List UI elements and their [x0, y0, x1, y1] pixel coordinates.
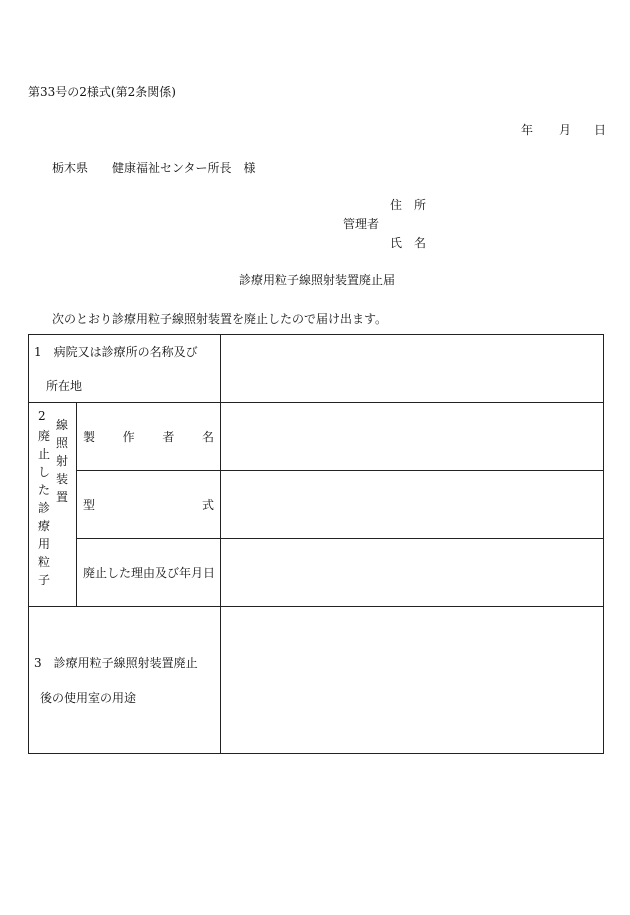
form-table [28, 334, 604, 754]
section-2-title-col1 [36, 427, 52, 589]
section-2-title-char: 置 [55, 490, 68, 504]
section-2-number: 2 [38, 409, 46, 423]
addressee-office: 健康福祉センター所長 様 [112, 161, 256, 175]
hospital-name-location-field[interactable] [224, 338, 600, 398]
section-2-title-char: 廃 [37, 429, 50, 443]
usage-after-disposal-field[interactable] [224, 610, 600, 750]
address-label: 住 所 [390, 198, 427, 212]
reason-date-label: 廃止した理由及び年月日 [83, 566, 216, 580]
date-year-label: 年 [521, 123, 534, 137]
reason-date-field[interactable] [224, 542, 600, 602]
section-2-title-char: 療 [37, 519, 50, 533]
section-2-title-char: た [37, 483, 50, 497]
manufacturer-label-char: 者 [162, 430, 175, 444]
manufacturer-label-char: 作 [122, 430, 135, 444]
model-label [83, 498, 214, 512]
section-2-title-char: 子 [37, 573, 50, 587]
manufacturer-label-char: 名 [201, 430, 214, 444]
document-title: 診療用粒子線照射装置廃止届 [239, 273, 396, 287]
section-2-title-char: 止 [37, 447, 50, 461]
model-label-char: 式 [201, 498, 214, 512]
hospital-name-location-label: 1 病院又は診療所の名称及び [34, 345, 198, 359]
section-2-title-char: 粒 [37, 555, 50, 569]
section-2-title-char: し [37, 465, 50, 479]
model-label-char: 型 [83, 498, 96, 512]
section-2-title-char: 照 [55, 436, 68, 450]
section-2-title-char: 用 [37, 537, 50, 551]
manufacturer-label-char: 製 [83, 430, 96, 444]
section-2-title-char: 線 [55, 418, 68, 432]
section-2-title-char: 診 [37, 501, 50, 515]
hospital-name-location-label-cont: 所在地 [46, 379, 83, 393]
section-2-title-char: 装 [55, 472, 68, 486]
section-2-title-col2 [54, 416, 70, 506]
date-month-label: 月 [559, 123, 572, 137]
addressee-prefecture: 栃木県 [52, 161, 89, 175]
intro-text: 次のとおり診療用粒子線照射装置を廃止したので届け出ます。 [52, 312, 388, 326]
manager-label: 管理者 [343, 217, 380, 231]
name-label: 氏 名 [390, 236, 427, 250]
manufacturer-label [83, 430, 214, 444]
manufacturer-field[interactable] [224, 406, 600, 466]
date-day-label: 日 [594, 123, 607, 137]
usage-after-disposal-label-cont: 後の使用室の用途 [40, 691, 137, 705]
form-number: 第33号の2様式(第2条関係) [28, 85, 176, 99]
section-2-title-char: 射 [55, 454, 68, 468]
model-field[interactable] [224, 474, 600, 534]
usage-after-disposal-label: 3 診療用粒子線照射装置廃止 [34, 656, 198, 670]
